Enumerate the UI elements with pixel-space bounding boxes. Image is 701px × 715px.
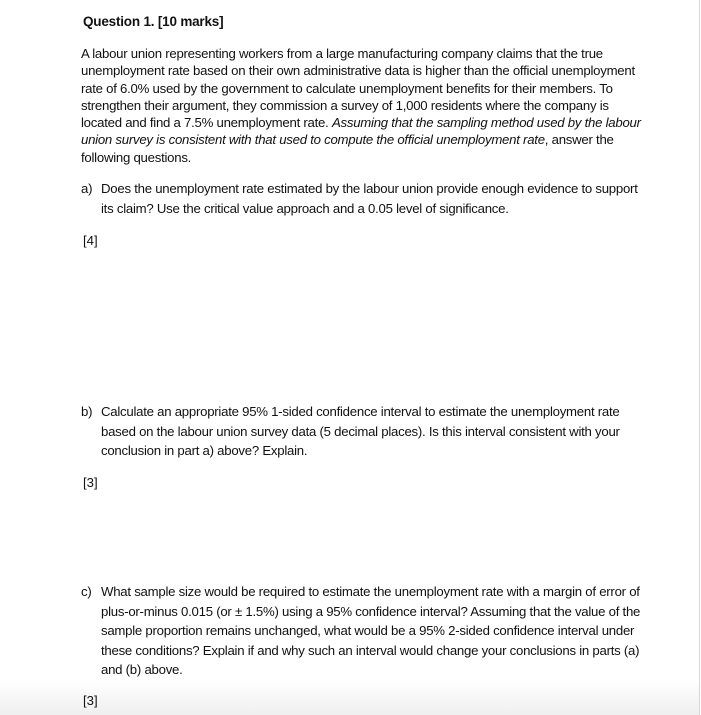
question-a-marks: [4] <box>83 233 98 248</box>
question-c-label: c) <box>81 584 92 599</box>
question-title: Question 1. [10 marks] <box>83 14 224 29</box>
question-c-marks: [3] <box>83 693 98 708</box>
question-a <box>81 179 641 218</box>
intro-assumption: Assuming that the sampling method used by the labour union survey is consistent with that used to compute the official unemployment rate <box>81 115 641 148</box>
question-a-label: a) <box>81 181 93 196</box>
intro-tail: , answer the following questions. <box>81 132 614 165</box>
question-c <box>81 582 641 680</box>
question-a-text: Does the unemployment rate estimated by the labour union provide enough evidence to support its claim? Use the critical value approach and a 0.05 level of significance. <box>101 181 638 216</box>
question-b-marks: [3] <box>83 475 98 490</box>
intro-text: A labour union representing workers from a large manufacturing company claims that the true unemployment rate based on their own administrative data is higher than the official unemployment rate of 6.0% used by the government to calculate unemployment benefits for their members. To strengthen their argument, they commission a survey of 1,000 residents where the company is located and find a 7.5% unemployment rate. <box>81 46 635 131</box>
question-c-text: What sample size would be required to estimate the unemployment rate with a margin of error of plus-or-minus 0.015 (or ± 1.5%) using a 95% confidence interval? Assuming that the value of the sample proportion remains unchanged, what would be a 95% 2-sided confidence interval under these conditions? Explain if and why such an interval would change your conclusions in parts (a) and (b) above. <box>101 584 641 677</box>
question-b <box>81 402 641 461</box>
question-b-text: Calculate an appropriate 95% 1-sided confidence interval to estimate the unemployment rate based on the labour union survey data (5 decimal places). Is this interval consistent with your conclusion in part a) above? Explain. <box>101 404 620 458</box>
intro-paragraph <box>81 45 641 166</box>
question-b-label: b) <box>81 404 93 419</box>
